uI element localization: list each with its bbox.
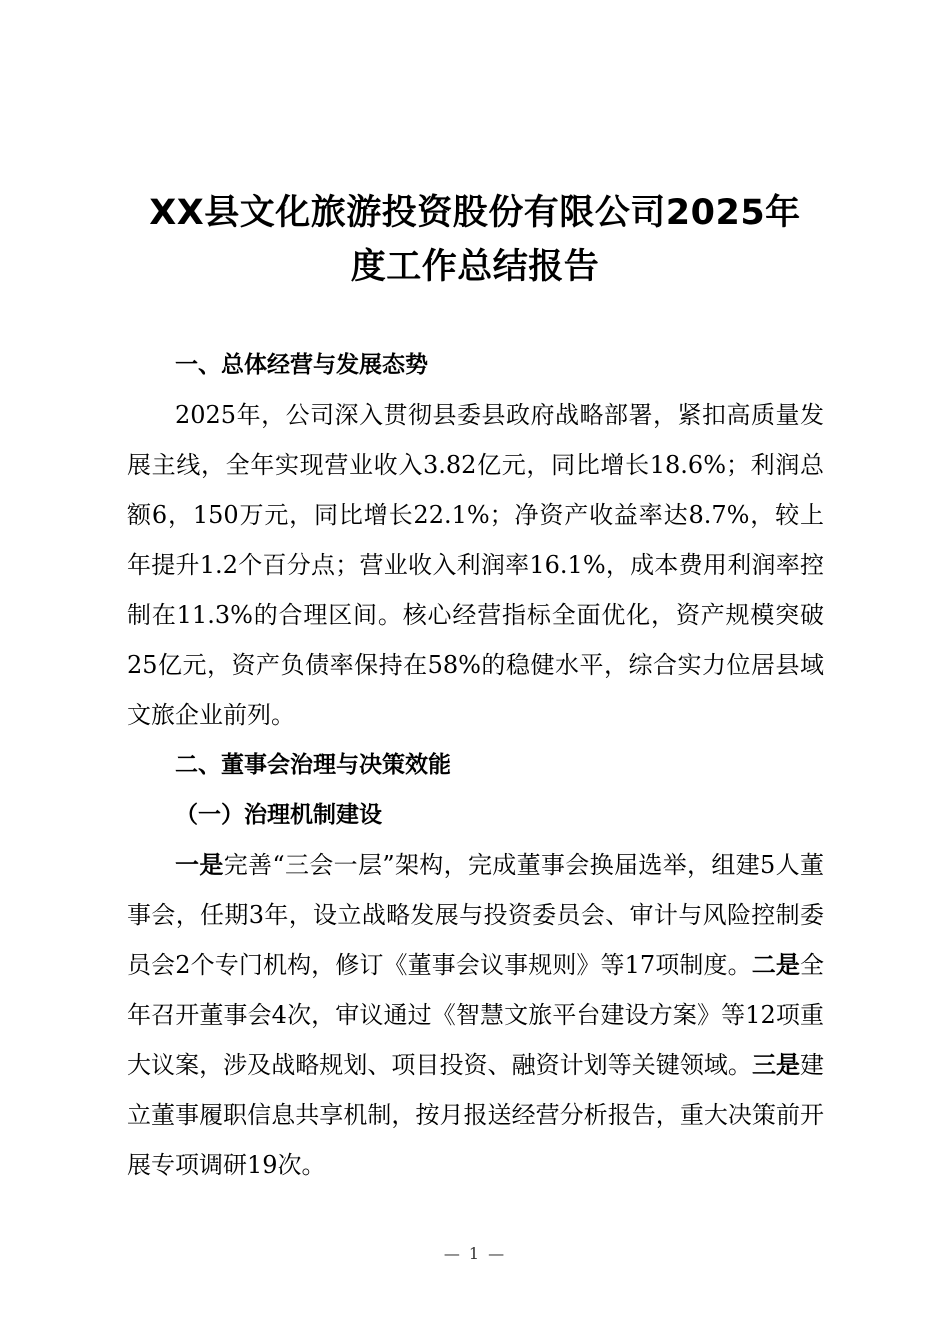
point-2-text: 全年召开董事会4次，审议通过《智慧文旅平台建设方案》等12项重大议案，涉及战略规划、项目投资、融资计划等关键领域。 <box>127 951 825 1079</box>
section-1-heading: 一、总体经营与发展态势 <box>175 352 428 378</box>
section-1-paragraph: 2025年，公司深入贯彻县委县政府战略部署，紧扣高质量发展主线，全年实现营业收入3.82亿元，同比增长18.6%；利润总额6，150万元，同比增长22.1%；净资产收益率达8.7%，较上年提升1.2个百分点；营业收入利润率16.1%，成本费用利润率控制在11.3%的合理区间。核心经营指标全面优化，资产规模突破25亿元，资产负债率保持在58%的稳健水平，综合实力位居县域文旅企业前列。 <box>127 401 824 729</box>
point-1-lead: 一是 <box>175 851 224 879</box>
title-line-2: 度工作总结报告 <box>350 247 600 287</box>
point-2-lead: 二是 <box>751 951 801 979</box>
page-number: — 1 — <box>443 1244 507 1263</box>
title-line-1: XX县文化旅游投资股份有限公司2025年 <box>149 193 801 233</box>
point-3-lead: 三是 <box>751 1051 801 1079</box>
section-2-heading: 二、董事会治理与决策效能 <box>175 752 451 778</box>
point-1-text: 完善“三会一层”架构，完成董事会换届选举，组建5人董事会，任期3年，设立战略发展与投资委员会、审计与风险控制委员会2个专门机构，修订《董事会议事规则》等17项制度。 <box>127 851 825 979</box>
subsection-1-paragraph <box>127 840 824 1190</box>
subsection-1-heading: （一）治理机制建设 <box>175 802 382 828</box>
document-body <box>127 340 824 1190</box>
point-3-text: 建立董事履职信息共享机制，按月报送经营分析报告，重大决策前开展专项调研19次。 <box>127 1051 825 1179</box>
document-title <box>100 186 850 294</box>
